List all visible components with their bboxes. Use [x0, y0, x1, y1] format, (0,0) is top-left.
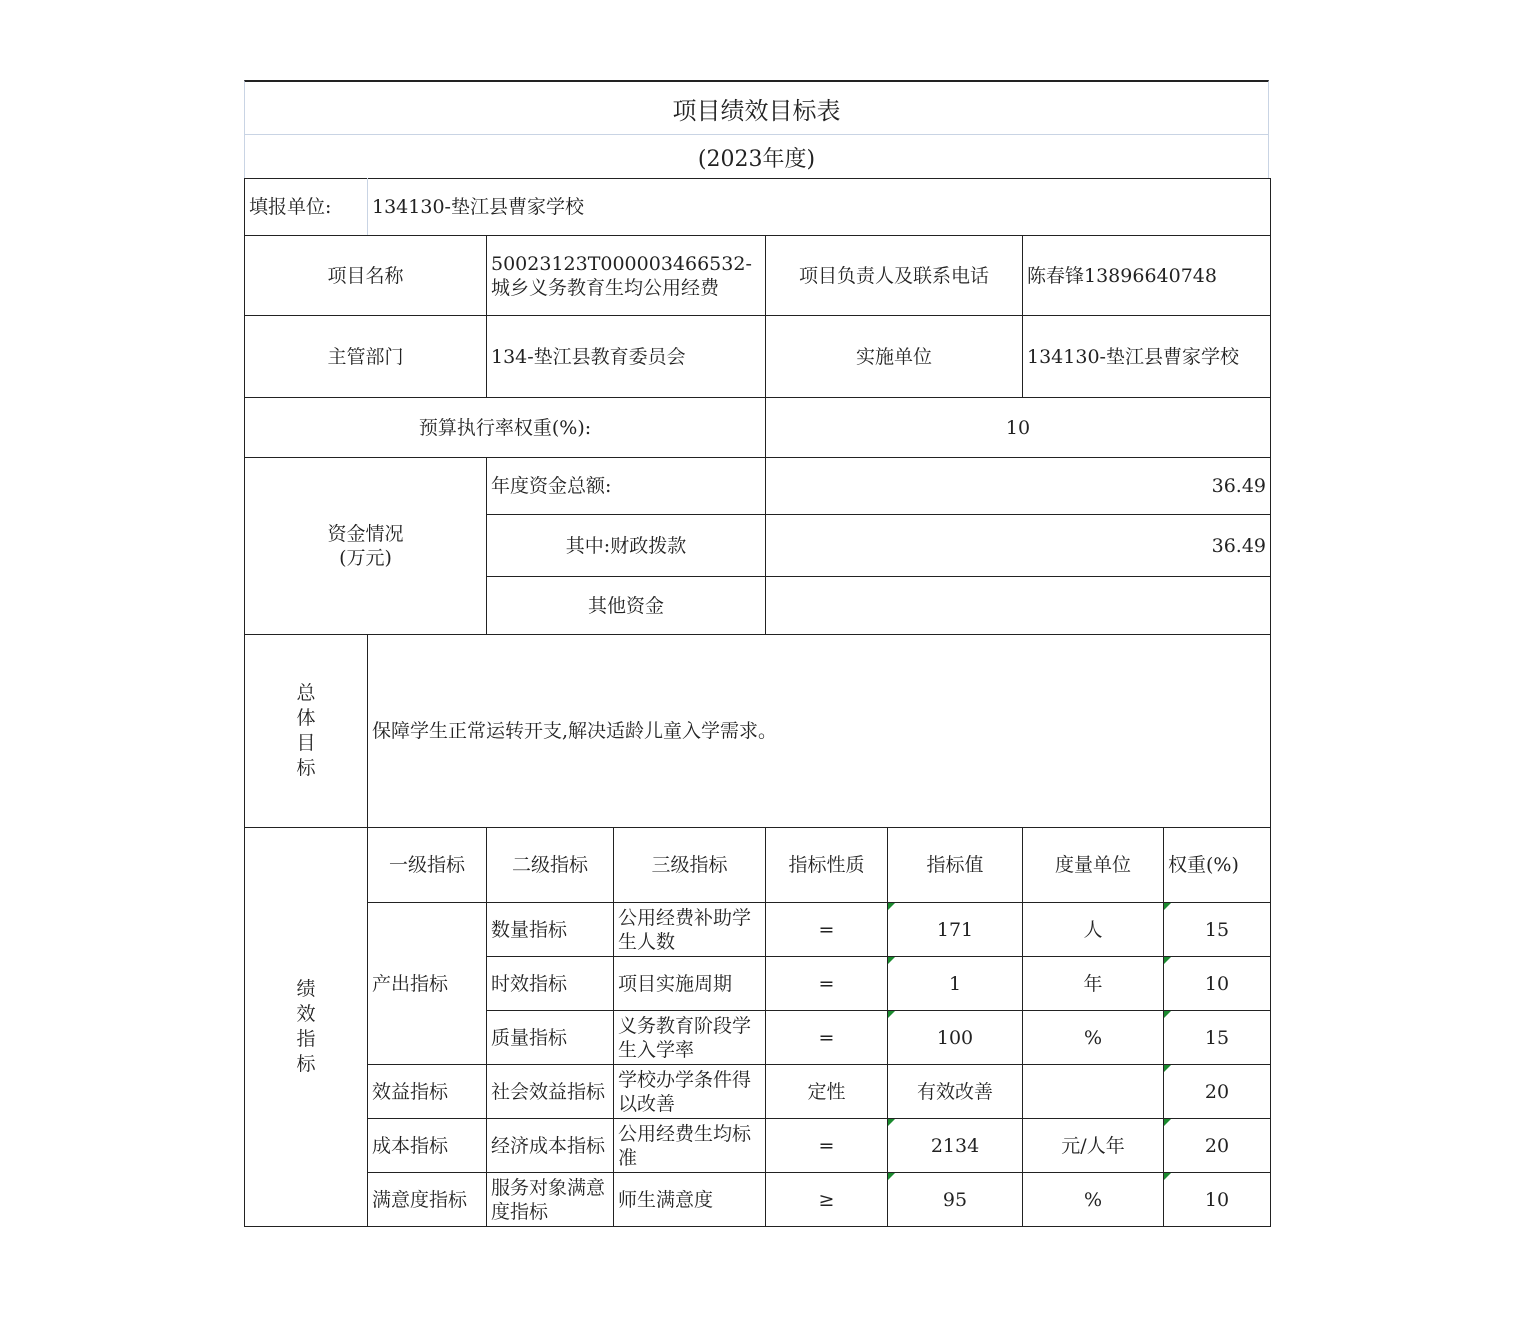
level2-cell: 时效指标 — [487, 957, 614, 1011]
nature-cell: ≥ — [766, 1173, 888, 1227]
dept-label: 主管部门 — [245, 316, 487, 398]
value-cell: 171 — [888, 903, 1023, 957]
level3-cell: 学校办学条件得以改善 — [614, 1065, 766, 1119]
funds-total-value: 36.49 — [766, 458, 1271, 515]
project-name-label: 项目名称 — [245, 236, 487, 316]
weight-cell: 10 — [1164, 957, 1271, 1011]
level2-cell: 数量指标 — [487, 903, 614, 957]
nature-cell: = — [766, 957, 888, 1011]
funds-fiscal-label: 其中:财政拨款 — [487, 515, 766, 577]
value-cell: 1 — [888, 957, 1023, 1011]
unit-cell — [1023, 1065, 1164, 1119]
indicators-label-char: 效 — [296, 1003, 316, 1025]
weight-cell: 20 — [1164, 1119, 1271, 1173]
level2-cell: 服务对象满意度指标 — [487, 1173, 614, 1227]
indicators-label — [245, 828, 368, 1227]
weight-cell: 15 — [1164, 1011, 1271, 1065]
header-weight: 权重(%) — [1164, 828, 1271, 903]
unit-label: 填报单位: — [245, 179, 368, 236]
value-cell: 2134 — [888, 1119, 1023, 1173]
impl-value: 134130-垫江县曹家学校 — [1023, 316, 1271, 398]
indicators-label-char: 指 — [296, 1028, 316, 1050]
table-row — [245, 1065, 1271, 1119]
unit-cell: 元/人年 — [1023, 1119, 1164, 1173]
level3-cell: 公用经费补助学生人数 — [614, 903, 766, 957]
header-level1: 一级指标 — [368, 828, 487, 903]
budget-weight-value: 10 — [766, 398, 1271, 458]
unit-cell: 年 — [1023, 957, 1164, 1011]
funds-other-label: 其他资金 — [487, 577, 766, 635]
goal-label-char: 目 — [296, 732, 316, 754]
funds-label-line2: (万元) — [339, 547, 392, 569]
level1-cell: 产出指标 — [368, 903, 487, 1065]
indicators-label-char: 绩 — [296, 978, 316, 1000]
goal-label-char: 标 — [296, 757, 316, 779]
level1-cell: 成本指标 — [368, 1119, 487, 1173]
nature-cell: = — [766, 1119, 888, 1173]
goal-label-char: 体 — [296, 707, 316, 729]
value-cell: 95 — [888, 1173, 1023, 1227]
level3-cell: 师生满意度 — [614, 1173, 766, 1227]
funds-total-label: 年度资金总额: — [487, 458, 766, 515]
dept-value: 134-垫江县教育委员会 — [487, 316, 766, 398]
sheet-title: 项目绩效目标表 — [244, 80, 1269, 135]
goal-label — [245, 635, 368, 828]
sheet-subtitle: (2023年度) — [244, 135, 1269, 179]
value-cell: 100 — [888, 1011, 1023, 1065]
level2-cell: 经济成本指标 — [487, 1119, 614, 1173]
impl-label: 实施单位 — [766, 316, 1023, 398]
unit-cell: 人 — [1023, 903, 1164, 957]
unit-cell: % — [1023, 1011, 1164, 1065]
level3-cell: 公用经费生均标准 — [614, 1119, 766, 1173]
unit-cell: % — [1023, 1173, 1164, 1227]
level1-cell: 效益指标 — [368, 1065, 487, 1119]
table-row — [245, 1119, 1271, 1173]
header-value: 指标值 — [888, 828, 1023, 903]
table-row — [245, 1173, 1271, 1227]
funds-other-value — [766, 577, 1271, 635]
header-level2: 二级指标 — [487, 828, 614, 903]
level1-cell: 满意度指标 — [368, 1173, 487, 1227]
value-cell: 有效改善 — [888, 1065, 1023, 1119]
manager-value: 陈春锋13896640748 — [1023, 236, 1271, 316]
budget-weight-label: 预算执行率权重(%): — [245, 398, 766, 458]
header-nature: 指标性质 — [766, 828, 888, 903]
table-row — [245, 903, 1271, 957]
nature-cell: = — [766, 903, 888, 957]
project-name-value: 50023123T000003466532-城乡义务教育生均公用经费 — [487, 236, 766, 316]
funds-label — [245, 458, 487, 635]
weight-cell: 10 — [1164, 1173, 1271, 1227]
nature-cell: 定性 — [766, 1065, 888, 1119]
level3-cell: 义务教育阶段学生入学率 — [614, 1011, 766, 1065]
header-unit: 度量单位 — [1023, 828, 1164, 903]
funds-fiscal-value: 36.49 — [766, 515, 1271, 577]
indicators-label-char: 标 — [296, 1053, 316, 1075]
goal-text: 保障学生正常运转开支,解决适龄儿童入学需求。 — [368, 635, 1271, 828]
goal-label-char: 总 — [296, 682, 316, 704]
header-level3: 三级指标 — [614, 828, 766, 903]
level2-cell: 质量指标 — [487, 1011, 614, 1065]
level2-cell: 社会效益指标 — [487, 1065, 614, 1119]
manager-label: 项目负责人及联系电话 — [766, 236, 1023, 316]
unit-value: 134130-垫江县曹家学校 — [368, 179, 1271, 236]
weight-cell: 20 — [1164, 1065, 1271, 1119]
weight-cell: 15 — [1164, 903, 1271, 957]
nature-cell: = — [766, 1011, 888, 1065]
funds-label-line1: 资金情况 — [327, 523, 404, 545]
level3-cell: 项目实施周期 — [614, 957, 766, 1011]
performance-table — [244, 178, 1271, 1227]
